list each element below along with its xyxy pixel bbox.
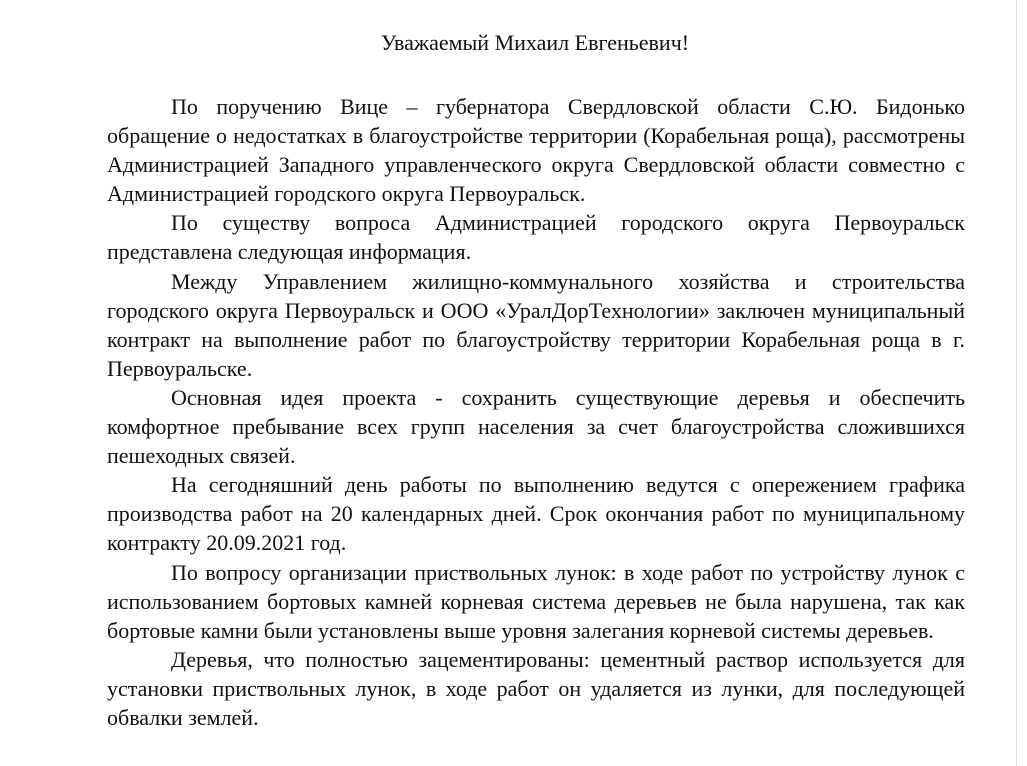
paragraph-schedule: На сегодняшний день работы по выполнению ведутся с опережением графика производства работ на 20 календарных дней. Срок окончания работ по муниципальному контракту 20.09.2021 год. [107, 472, 965, 556]
page-edge-divider [1016, 0, 1017, 766]
paragraph-tree-pits: По вопросу организации приствольных лунок: в ходе работ по устройству лунок с использованием бортовых камней корневая система деревьев не была нарушена, так как бортовые камни были установлены выше уровня залегания корневой системы деревьев. [107, 559, 965, 643]
paragraph-contract: Между Управлением жилищно-коммунального хозяйства и строительства городского округа Первоуральск и ООО «УралДорТехнологии» заключен муниципальный контракт на выполнение работ по благоустройству территории Корабельная роща в г. Первоуральске. [107, 268, 965, 381]
paragraph-information: По существу вопроса Администрацией городского округа Первоуральск представлена следующая информация. [107, 210, 965, 265]
paragraph-cement: Деревья, что полностью зацементированы: цементный раствор используется для установки приствольных лунок, в ходе работ он удаляется из лунки, для последующей обвалки землей. [107, 646, 965, 730]
letter-salutation: Уважаемый Михаил Евгеньевич! [380, 30, 690, 55]
paragraph-project-idea: Основная идея проекта - сохранить существующие деревья и обеспечить комфортное пребывание всех групп населения за счет благоустройства сложившихся пешеходных связей. [107, 384, 965, 469]
letter-body [107, 92, 965, 732]
paragraph-instruction: По поручению Вице – губернатора Свердловской области С.Ю. Бидонько обращение о недостатках в благоустройстве территории (Корабельная роща), рассмотрены Администрацией Западного управленческого округа Свердловской области совместно с Администрацией городского округа Первоуральск. [107, 94, 965, 207]
